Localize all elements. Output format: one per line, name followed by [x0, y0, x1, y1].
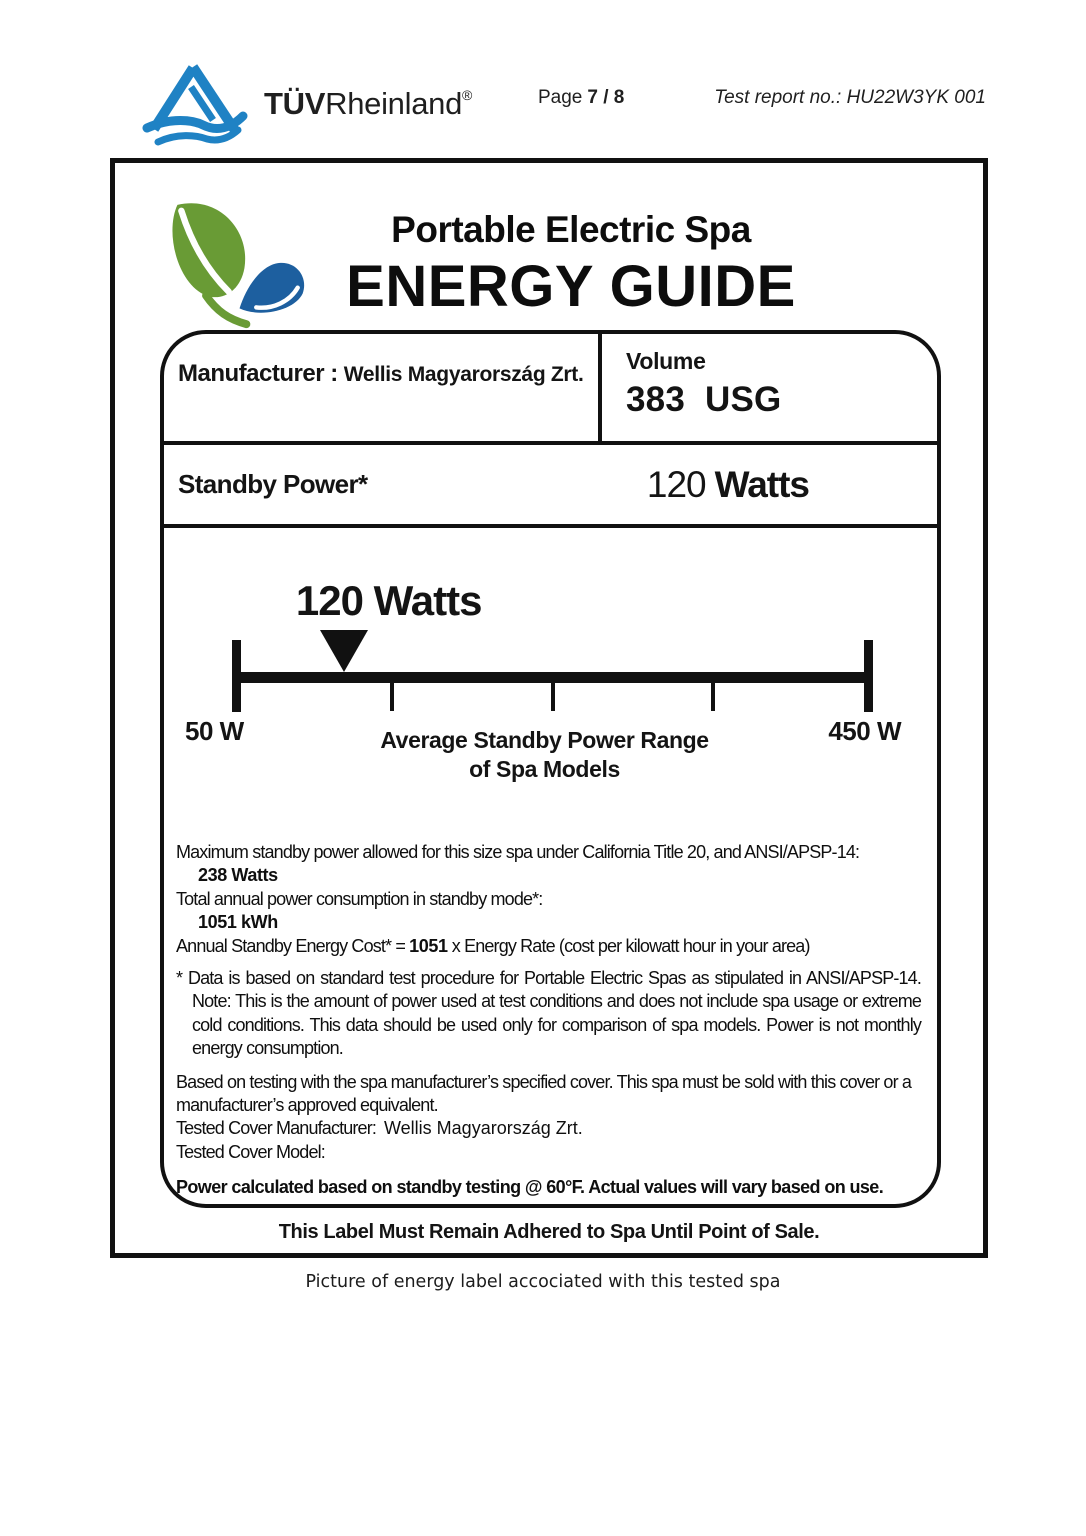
energy-cost-line: Annual Standby Energy Cost* = 1051 x Energy Rate (cost per kilowatt hour in your area): [176, 935, 810, 956]
power-note: Power calculated based on standby testing @ 60°F. Actual values will vary based on use.: [176, 1177, 884, 1198]
test-report-number: Test report no.: HU22W3YK 001: [714, 87, 986, 108]
scale-right-cap: [864, 640, 873, 712]
brand-rheinland: Rheinland: [325, 86, 463, 121]
manufacturer-value: Wellis Magyarország Zrt.: [343, 363, 584, 386]
max-power-line: Maximum standby power allowed for this size spa under California Title 20, and ANSI/APSP-14:: [176, 842, 860, 862]
scale-max-label: 450 W: [828, 716, 901, 746]
brand-wordmark: [264, 86, 472, 122]
page-number: Page 7 / 8: [538, 87, 625, 108]
scale-tick: [551, 683, 555, 711]
scale-bar: [232, 672, 873, 683]
scale-left-cap: [232, 640, 241, 712]
adhere-note: This Label Must Remain Adhered to Spa Until Point of Sale.: [278, 1221, 820, 1243]
volume-value: 383 USG: [626, 380, 782, 419]
scale-ruler: [232, 640, 873, 712]
figure-caption: Picture of energy label accociated with this tested spa: [305, 1272, 781, 1292]
volume-cell: [598, 334, 937, 441]
tested-cover-manufacturer-line: Tested Cover Manufacturer: Wellis Magyarország Zrt.: [176, 1118, 583, 1139]
volume-label: Volume: [626, 348, 706, 374]
registered-mark: ®: [462, 87, 473, 103]
brand-tuv: TÜV: [264, 86, 326, 121]
scale-tick: [711, 683, 715, 711]
fine-print: [176, 841, 921, 1199]
scale-min-label: 50 W: [185, 716, 244, 746]
standby-power-label: Standby Power*: [178, 469, 368, 499]
standby-power-row: [164, 445, 937, 528]
manufacturer-cell: [164, 334, 598, 441]
scale-caption: Average Standby Power Range of Spa Models: [380, 727, 709, 783]
label-title: ENERGY GUIDE: [346, 254, 796, 319]
scale-tick: [390, 683, 394, 711]
annual-consumption-line: Total annual power consumption in standby mode*:: [176, 888, 543, 909]
label-head: [115, 163, 983, 331]
cover-paragraph: Based on testing with the spa manufacturer’s specified cover. This spa must be sold with this cover or a manufacturer’s approved equivalent.: [176, 1071, 912, 1115]
scale-marker-label: 120 Watts: [295, 577, 482, 624]
tuv-brand: [140, 62, 472, 146]
standby-power-value: 120 Watts: [646, 463, 809, 505]
energy-label-card: [160, 330, 941, 1208]
annual-consumption-value: 1051 kWh: [198, 912, 278, 933]
label-main-area: [164, 528, 937, 1204]
scale-marker-triangle: [320, 630, 368, 672]
label-subtitle: Portable Electric Spa: [391, 209, 751, 250]
tested-cover-model-line: Tested Cover Model:: [176, 1141, 325, 1162]
max-power-value: 238 Watts: [198, 865, 278, 886]
footnote-paragraph: * Data is based on standard test procedure for Portable Electric Spas as stipulated in ANSI/APSP-14. Note: This is the amount of power used at test conditions and does not include spa usage or extreme cold conditions. This data should be used only for comparison of spa models. Power is not monthly energy consumption.: [176, 967, 921, 1059]
label-titles: [137, 209, 1005, 320]
manufacturer-volume-row: [164, 334, 937, 445]
manufacturer-label: Manufacturer :: [178, 360, 338, 387]
energy-label-frame: [110, 158, 988, 1258]
tuv-logo-icon: [140, 62, 252, 146]
